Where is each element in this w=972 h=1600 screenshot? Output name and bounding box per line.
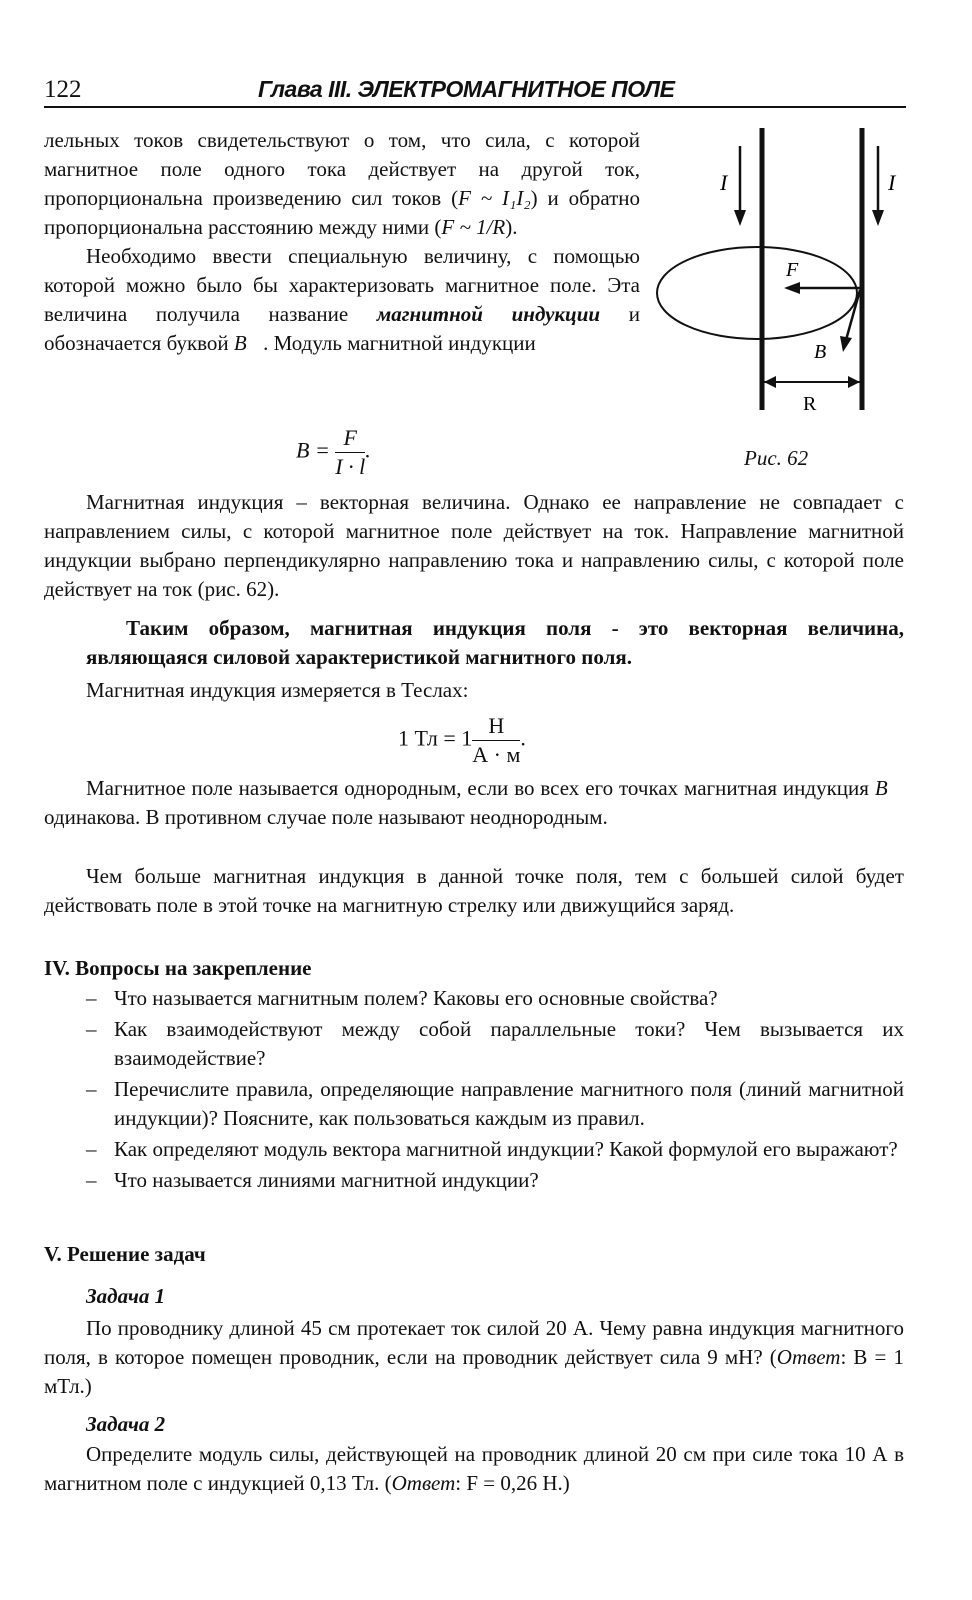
formula-tesla: 1 Тл = 1 $\frac{Н}{А \cdot м}$ . [398,713,526,767]
list-item: – Как определяют модуль вектора магнитной индукции? Какой формулой его выражают? [86,1137,898,1161]
section-v-title: V. Решение задач [44,1242,206,1266]
questions-list [86,984,904,1197]
label-r: R [803,393,817,415]
label-b: B⃗ [814,341,842,363]
list-item: – Перечислите правила, определяющие направление магнитного поля (линий магнитной индукции)? Поясните, как пользоваться каждым из правил. [86,1077,904,1130]
term-magnetic-induction: магнитной индукции [376,302,601,326]
formula-b: B = $\frac{F}{I \cdot l}$ . [296,425,371,479]
task-2-text: Определите модуль силы, действующей на проводник длиной 20 см при силе тока 10 А в магнитном поле с индукцией 0,13 Тл. (Ответ: F = 0,26 Н.) [44,1442,904,1495]
page-number: 122 [44,76,82,103]
list-item: – Что называется магнитным полем? Каковы его основные свойства? [86,986,718,1010]
figure-parallel-currents [650,118,920,418]
task-2-answer: : F = 0,26 Н.) [455,1471,570,1495]
proportionality-formula-2: F ~ 1/R [441,215,506,239]
list-item: – Как взаимодействуют между собой параллельные токи? Чем вызывается их взаимодействие? [86,1017,904,1070]
symbol-b-vector: B⃗ [233,331,264,355]
field-line-ellipse [657,247,857,339]
chapter-title: Глава III. ЭЛЕКТРОМАГНИТНОЕ ПОЛЕ [258,76,675,102]
header-rule [44,106,906,108]
task-1-answer: : B = 1 мТл.) [44,1345,904,1398]
induction-paragraph: Необходимо ввести специальную величину, с помощью которой можно было бы характеризовать магнитное поле. Эта величина получила название магнитной индукции и обозначается буквой B⃗. Модуль магнитной индукции [44,244,641,355]
task-1-text: По проводнику длиной 45 см протекает ток силой 20 А. Чему равна индукция магнитного поля, в которое помещен проводник, если на проводник действует сила 9 мН? (Ответ: B = 1 мТл.) [44,1316,904,1398]
formula-b-numerator: F [335,424,365,453]
task-2-title: Задача 2 [86,1412,166,1436]
label-i-left: I [720,170,728,195]
intro-paragraph: лельных токов свидетельствуют о том, что сила, с которой магнитное поле одного тока действует на другой ток, пропорциональна произведению сил токов (F ~ I₁I₂) и обратно пропорциональна расстоянию между ними (F ~ 1/R). [44,128,641,239]
formula-tesla-numerator: Н [472,712,520,741]
label-f: F⃗ [786,259,814,281]
uniform-paragraph: Магнитное поле называется однородным, если во всех его точках магнитная индукция B⃗ одинакова. В противном случае поле называют неоднородным. [44,776,904,829]
figure-caption: Рис. 62 [744,446,809,470]
task-1-answer-label: Ответ [776,1345,841,1369]
list-item: – Что называется линиями магнитной индукции? [86,1168,539,1192]
section-iv-title: IV. Вопросы на закрепление [44,956,312,980]
tesla-intro: Магнитная индукция измеряется в Теслах: [86,678,469,702]
left-column [44,126,640,358]
formula-tesla-denominator: А · м [472,742,521,767]
label-i-right: I [888,170,896,195]
proportionality-formula-1: F ~ I₁I₂ [458,186,531,210]
b-vector [846,290,860,340]
conclusion-paragraph: Таким образом, магнитная индукция поля - это векторная величина, являющаяся силовой характеристикой магнитного поля. [86,616,904,669]
task-2-answer-label: Ответ [391,1471,456,1495]
task-1-title: Задача 1 [86,1284,166,1308]
vector-paragraph: Магнитная индукция – векторная величина. Однако ее направление не совпадает с направлением силы, с которой магнитное поле действует на ток. Направление магнитной индукции выбрано перпендикулярно направлению тока и направлению силы, с которой поле действует на ток (рис. 62). [44,490,904,601]
symbol-b-vector-2: B⃗ [874,776,904,800]
force-paragraph: Чем больше магнитная индукция в данной точке поля, тем с большей силой будет действовать поле в этой точке на магнитную стрелку или движущийся заряд. [44,864,904,917]
formula-b-denominator: I · l [335,454,366,479]
